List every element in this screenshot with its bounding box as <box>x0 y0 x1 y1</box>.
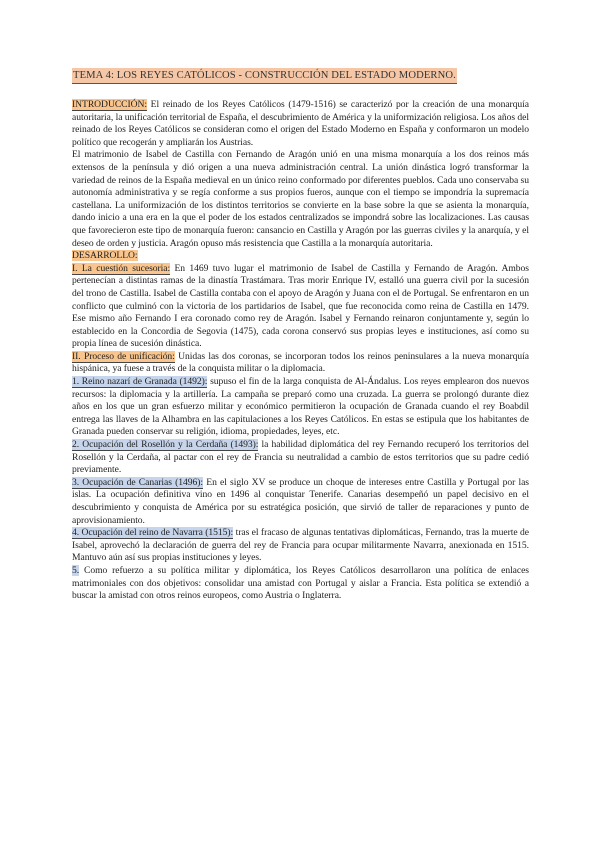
section-text: tras el fracaso de algunas tentativas diplomáticas, Fernando, tras la muerte de Isabel, aprovechó la declaración de guerra del rey de Francia para ocupar militarmente Navarra, anexionada en 1515. Mantuvo aún así sus propias instituciones y leyes. <box>72 527 529 564</box>
intro-paragraph-2: El matrimonio de Isabel de Castilla con Fernando de Aragón unió en una misma monarquía a los dos reinos más extensos de la península y dió origen a una nueva administración central. La unión dinástica logró transformar la variedad de reinos de la España medieval en un único reino conformado por diferentes pueblos. Cada uno conservaba su autonomía administrativa y se regía conforme a sus propios fueros, aunque con el tiempo se impondría la supremacía castellana. La uniformización de los distintos territorios se convierte en la base sobre la que se asienta la monarquía, dando inicio a una era en la que el poder de los estados centralizados se impondrá sobre las localizaciones. Las causas que favorecieron este tipo de monarquía fueron: cansancio en Castilla y Aragón por las guerras civiles y la anarquía, y el deseo de orden y justicia. Aragón opuso más resistencia que Castilla a la monarquía autoritaria. <box>72 149 529 249</box>
section-label: 5. <box>72 564 80 576</box>
section-unificacion <box>72 351 529 376</box>
intro-label: INTRODUCCIÓN: <box>72 99 148 110</box>
section-rosellon <box>72 439 529 477</box>
section-text: Unidas las dos coronas, se incorporan todos los reinos peninsulares a la nueva monarquía hispánica, ya fuese a través de la conquista militar o la diplomacia. <box>72 350 530 375</box>
document-page <box>72 68 529 603</box>
section-label: II. Proceso de unificación: <box>72 350 175 362</box>
page-title: TEMA 4: LOS REYES CATÓLICOS - CONSTRUCCIÓN DEL ESTADO MODERNO. <box>72 68 457 84</box>
section-text: Como refuerzo a su política militar y diplomática, los Reyes Católicos desarrollaron una política de enlaces matrimoniales con dos objetivos: consolidar una amistad con Portugal y aislar a Francia. Esta política se extendió a buscar la amistad con otros reinos europeos, como Austria o Inglaterra. <box>72 564 529 602</box>
section-text: la habilidad diplomática del rey Fernando recuperó los territorios del Rosellón y la Cerdaña, al pactar con el rey de Francia su neutralidad a cambio de estos territorios que su padre cedió previamente. <box>72 439 530 476</box>
desarrollo-heading: DESARROLLO: <box>72 250 138 262</box>
intro-text: El reinado de los Reyes Católicos (1479-1516) se caracterizó por la creación de una monarquía autoritaria, la unificación territorial de España, el descubrimiento de América y la uniformización religiosa. Los años del reinado de los Reyes Católicos se consideran como el origen del Estado Moderno en España y conformaron un modelo político que recogerán y ampliarán los Austrias. <box>72 99 529 148</box>
intro-paragraph <box>72 99 529 149</box>
section-text: supuso el fin de la larga conquista de Al-Ándalus. Los reyes emplearon dos nuevos recursos: la diplomacia y la artillería. La campaña se preparó como una cruzada. La guerra se prolongó durante diez años en los que un gran esfuerzo militar y económico permitieron la ocupación de Granada cuando el rey Boabdil entrega las llaves de la Alhambra en las capitulaciones a los Reyes Católicos. En estas se estipula que los habitantes de Granada pueden conservar su religión, idioma, propiedades, leyes, etc. <box>72 376 530 438</box>
section-canarias <box>72 477 529 527</box>
section-granada <box>72 376 529 439</box>
section-label: I. La cuestión sucesoria: <box>72 262 171 274</box>
section-enlaces <box>72 565 529 603</box>
section-sucesion <box>72 263 529 351</box>
section-label: 1. Reino nazarí de Granada (1492): <box>72 376 208 388</box>
section-label: 3. Ocupación de Canarias (1496): <box>72 476 204 488</box>
section-navarra <box>72 527 529 565</box>
section-text: En el siglo XV se produce un choque de intereses entre Castilla y Portugal por las islas. La ocupación definitiva vino en 1496 al conquistar Tenerife. Canarias desempeñó un papel decisivo en el descubrimiento y conquista de América por su estratégica posición, que sirvió de taller de reparaciones y punto de aprovisionamiento. <box>72 476 529 526</box>
section-label: 4. Ocupación del reino de Navarra (1515): <box>72 527 234 539</box>
section-label: 2. Ocupación del Rosellón y la Cerdaña (1493): <box>72 439 259 451</box>
section-text: En 1469 tuvo lugar el matrimonio de Isabel de Castilla y Fernando de Aragón. Ambos pertenecían a distintas ramas de la dinastía Trastámara. Tras morir Enrique IV, estalló una guerra civil por la sucesión del trono de Castilla. Isabel de Castilla contaba con el apoyo de Aragón y Juana con el de Portugal. Se enfrentaron en un conflicto que culminó con la victoria de los partidarios de Isabel, que fue reconocida como reina de Castilla en 1479. Ese mismo año Fernando I era coronado como rey de Aragón. Isabel y Fernando reinaron conjuntamente y, según lo establecido en la Concordia de Segovia (1475), cada corona conservó sus propias leyes e instituciones, así como su propia línea de sucesión dinástica. <box>72 262 529 350</box>
